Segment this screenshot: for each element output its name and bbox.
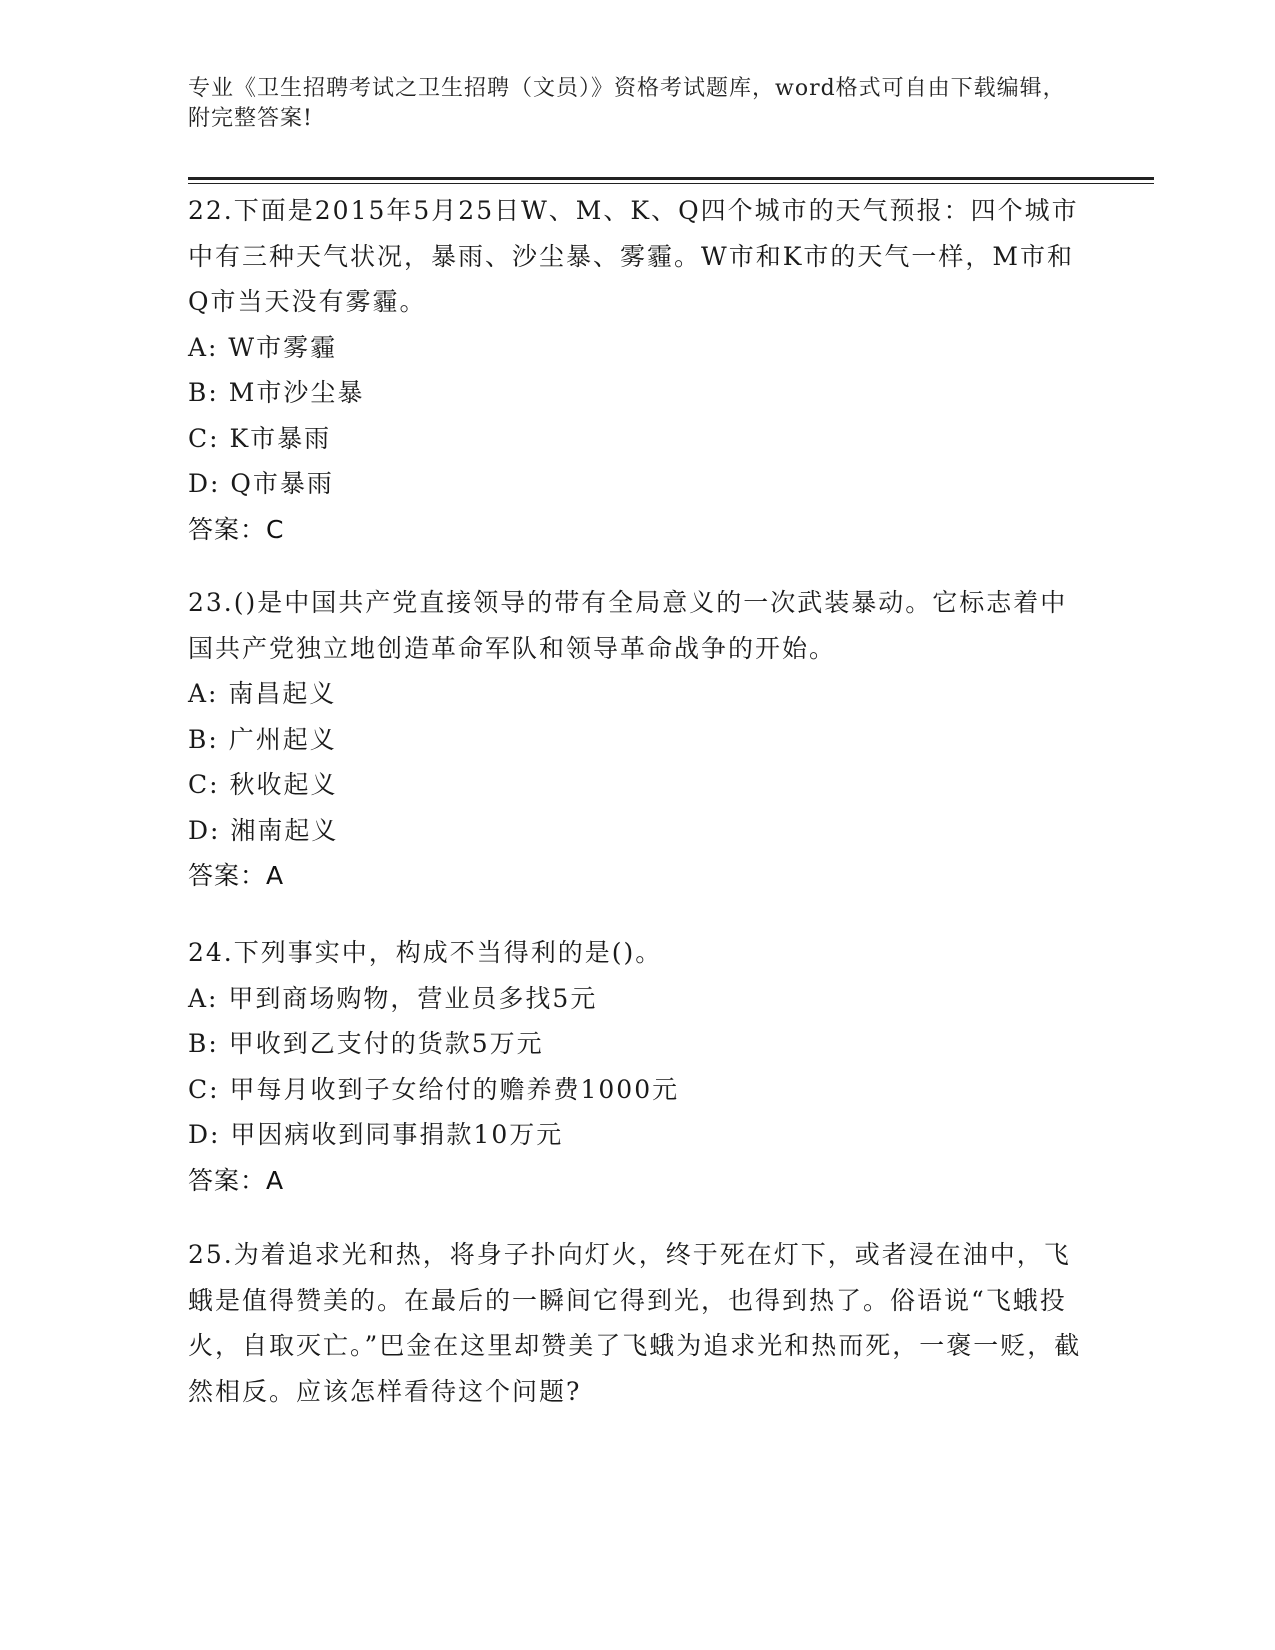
question-23: [188, 580, 1088, 899]
option-c: C: K市暴雨: [188, 423, 332, 453]
answer-line: 答案：A: [188, 861, 285, 890]
document-header: 专业《卫生招聘考试之卫生招聘（文员）》资格考试题库，word格式可自由下载编辑，附完整答案!: [188, 76, 1066, 131]
header-divider-thick: [188, 177, 1154, 180]
option-c: C: 甲每月收到子女给付的赡养费1000元: [188, 1074, 680, 1104]
question-stem: 23.()是中国共产党直接领导的带有全局意义的一次武装暴动。它标志着中国共产党独立地创造革命军队和领导革命战争的开始。: [188, 588, 1068, 663]
option-d: D: Q市暴雨: [188, 469, 334, 498]
option-c: C: 秋收起义: [188, 770, 338, 799]
question-22: [188, 188, 1088, 552]
option-a: A: 南昌起义: [188, 679, 337, 708]
option-b: B: 甲收到乙支付的货款5万元: [188, 1029, 544, 1058]
option-d: D: 湘南起义: [188, 815, 339, 845]
question-24: [188, 930, 1088, 1203]
option-a: A: 甲到商场购物，营业员多找5元: [188, 983, 598, 1013]
question-stem: 24.下列事实中，构成不当得利的是()。: [188, 938, 663, 967]
option-b: B: 广州起义: [188, 724, 337, 754]
answer-line: 答案：C: [188, 514, 285, 544]
question-stem: 25.为着追求光和热，将身子扑向灯火，终于死在灯下，或者浸在油中，飞蛾是值得赞美的。在最后的一瞬间它得到光，也得到热了。俗语说“飞蛾投火，自取灭亡。”巴金在这里却赞美了飞蛾为追求光和热而死，一褒一贬，截然相反。应该怎样看待这个问题?: [188, 1240, 1082, 1406]
question-25: [188, 1232, 1088, 1414]
option-a: A: W市雾霾: [188, 332, 338, 362]
option-b: B: M市沙尘暴: [188, 378, 365, 407]
header-divider-thin: [188, 183, 1154, 184]
question-stem: 22.下面是2015年5月25日W、M、K、Q四个城市的天气预报：四个城市中有三种天气状况，暴雨、沙尘暴、雾霾。W市和K市的天气一样，M市和Q市当天没有雾霾。: [188, 196, 1079, 316]
answer-line: 答案：A: [188, 1165, 285, 1195]
option-d: D: 甲因病收到同事捐款10万元: [188, 1120, 564, 1149]
